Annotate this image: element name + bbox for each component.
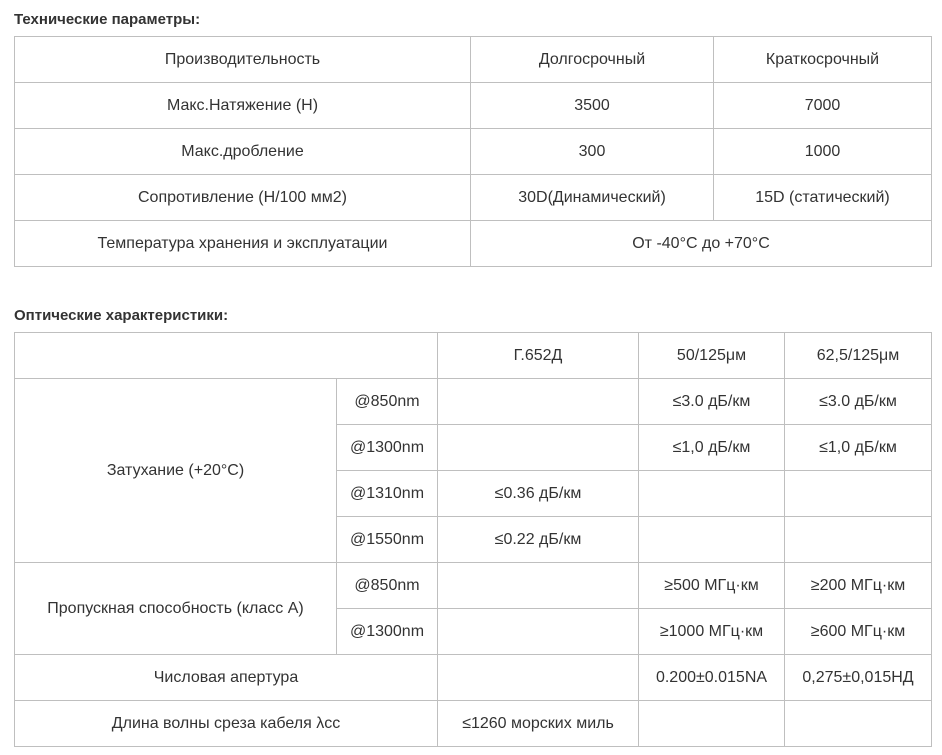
header-performance: Производительность <box>15 37 471 83</box>
attenuation-label: Затухание (+20°C) <box>15 379 337 563</box>
cell-value <box>438 609 639 655</box>
cell-value <box>438 425 639 471</box>
header-62-5-125: 62,5/125μм <box>785 333 932 379</box>
wavelength-cell: @1300nm <box>337 425 438 471</box>
cell-value <box>438 379 639 425</box>
wavelength-cell: @850nm <box>337 379 438 425</box>
cell-value <box>785 517 932 563</box>
optical-characteristics-title: Оптические характеристики: <box>14 307 229 324</box>
table-row <box>15 333 932 379</box>
cell-value: 7000 <box>714 83 932 129</box>
wavelength-cell: @850nm <box>337 563 438 609</box>
table-row <box>15 563 932 609</box>
table-row <box>15 701 932 747</box>
header-50-125: 50/125μм <box>639 333 785 379</box>
optical-characteristics-table <box>14 332 932 747</box>
table-row <box>15 129 932 175</box>
cell-value: 1000 <box>714 129 932 175</box>
row-label: Сопротивление (Н/100 мм2) <box>15 175 471 221</box>
cell-value <box>438 563 639 609</box>
cell-value: ≤3.0 дБ/км <box>639 379 785 425</box>
cell-value: 300 <box>471 129 714 175</box>
cell-value: ≥200 МГц·км <box>785 563 932 609</box>
cell-value: 15D (статический) <box>714 175 932 221</box>
cell-value: 30D(Динамический) <box>471 175 714 221</box>
header-long-term: Долгосрочный <box>471 37 714 83</box>
cell-value <box>639 701 785 747</box>
aperture-label: Числовая апертура <box>15 655 438 701</box>
table-row <box>15 175 932 221</box>
table-row <box>15 655 932 701</box>
header-short-term: Краткосрочный <box>714 37 932 83</box>
cell-value: ≤1,0 дБ/км <box>785 425 932 471</box>
row-label: Макс.дробление <box>15 129 471 175</box>
row-label: Макс.Натяжение (Н) <box>15 83 471 129</box>
cutoff-label: Длина волны среза кабеля λcc <box>15 701 438 747</box>
table-row <box>15 221 932 267</box>
tech-params-table <box>14 36 932 267</box>
cell-value: 0.200±0.015NA <box>639 655 785 701</box>
table-row <box>15 37 932 83</box>
tech-params-title: Технические параметры: <box>14 11 201 28</box>
cell-value <box>639 517 785 563</box>
table-row <box>15 83 932 129</box>
wavelength-cell: @1310nm <box>337 471 438 517</box>
cell-value: ≤0.22 дБ/км <box>438 517 639 563</box>
wavelength-cell: @1300nm <box>337 609 438 655</box>
header-blank <box>15 333 438 379</box>
header-g652d: Г.652Д <box>438 333 639 379</box>
wavelength-cell: @1550nm <box>337 517 438 563</box>
cell-value: ≤3.0 дБ/км <box>785 379 932 425</box>
cell-value: ≥1000 МГц·км <box>639 609 785 655</box>
cell-value <box>785 701 932 747</box>
cell-value: ≤0.36 дБ/км <box>438 471 639 517</box>
cell-value: От -40°C до +70°C <box>471 221 932 267</box>
bandwidth-label: Пропускная способность (класс А) <box>15 563 337 655</box>
cell-value: 0,275±0,015НД <box>785 655 932 701</box>
cell-value: ≥600 МГц·км <box>785 609 932 655</box>
cell-value: ≤1260 морских миль <box>438 701 639 747</box>
cell-value: ≥500 МГц·км <box>639 563 785 609</box>
row-label: Температура хранения и эксплуатации <box>15 221 471 267</box>
cell-value <box>438 655 639 701</box>
cell-value <box>639 471 785 517</box>
cell-value: 3500 <box>471 83 714 129</box>
cell-value: ≤1,0 дБ/км <box>639 425 785 471</box>
table-row <box>15 379 932 425</box>
cell-value <box>785 471 932 517</box>
